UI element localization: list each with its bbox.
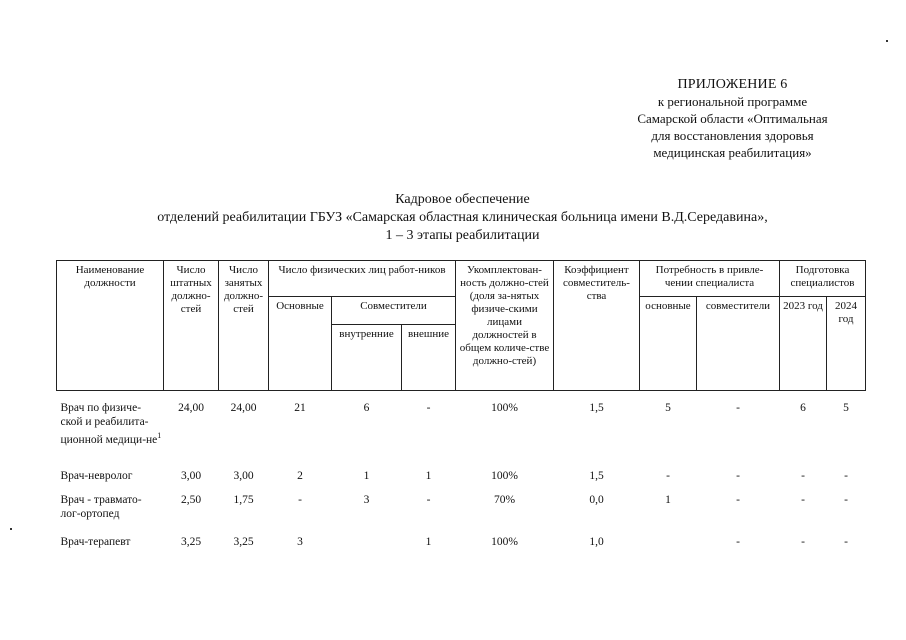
- cell-need-main: 1: [665, 494, 671, 506]
- cell-internal: 1: [363, 470, 370, 482]
- cell-need-part: -: [736, 494, 740, 506]
- header-position: Наименование должности: [57, 261, 164, 391]
- cell-main: 21: [294, 402, 306, 414]
- cell-2023: 6: [800, 402, 806, 414]
- cell-staff: 2,50: [180, 494, 202, 506]
- cell-position: Врач по физиче-ской и реабилита-ционной медици-$не^1$: [60, 402, 162, 446]
- cell-external: 1: [425, 536, 432, 548]
- header-occupied-count: Число занятых должно-стей: [219, 261, 269, 391]
- header-training: Подготовка специалистов: [780, 261, 866, 297]
- header-coefficient: Коэффициент совместитель-ства: [554, 261, 640, 391]
- cell-2024: -: [844, 470, 848, 482]
- header-year-2024: 2024 год: [827, 297, 866, 391]
- header-need: Потребность в привле-чении специалиста: [640, 261, 780, 297]
- header-main: Основные: [269, 297, 332, 391]
- cell-occupied: 1,75: [233, 494, 254, 506]
- table-row: [57, 465, 866, 489]
- scan-speck: [886, 40, 888, 42]
- cell-main: 3: [297, 536, 303, 548]
- header-external: внешние: [402, 325, 456, 391]
- cell-internal: [332, 531, 402, 557]
- cell-coefficient: 1,5: [589, 470, 604, 482]
- header-need-main: основные: [640, 297, 697, 391]
- staffing-table: [56, 260, 866, 557]
- cell-staffing: 100%: [491, 470, 518, 482]
- cell-coefficient: 0,0: [589, 494, 604, 506]
- cell-need-part: -: [736, 536, 740, 548]
- header-individuals: Число физических лиц работ-ников: [269, 261, 456, 297]
- cell-need-main: 5: [665, 402, 671, 414]
- table-row: [57, 397, 866, 465]
- cell-main: 2: [297, 470, 303, 482]
- cell-staff: 24,00: [178, 402, 204, 414]
- appendix-line: для восстановления здоровья: [651, 128, 814, 143]
- appendix-block: [560, 76, 905, 161]
- header-year-2023: 2023 год: [780, 297, 827, 391]
- cell-coefficient: 1,0: [589, 536, 604, 548]
- cell-position: Врач-терапевт: [60, 536, 131, 548]
- cell-staffing: 70%: [493, 494, 516, 506]
- cell-main: -: [298, 494, 302, 506]
- header-need-part-time: совместители: [697, 297, 780, 391]
- cell-need-part: -: [736, 470, 740, 482]
- cell-2024: 5: [843, 402, 849, 414]
- document-title: [60, 191, 865, 245]
- cell-2023: -: [801, 470, 805, 482]
- table-row: [57, 531, 866, 557]
- appendix-heading: ПРИЛОЖЕНИЕ 6: [677, 77, 788, 92]
- cell-position: Врач-невролог: [60, 470, 133, 482]
- header-staff-count: Число штатных должно-стей: [164, 261, 219, 391]
- cell-need-main: -: [666, 470, 670, 482]
- title-line: 1 – 3 этапы реабилитации: [385, 228, 540, 243]
- cell-external: 1: [425, 470, 432, 482]
- title-line: Кадровое обеспечение: [395, 192, 530, 207]
- cell-2023: -: [801, 536, 805, 548]
- header-internal: внутренние: [332, 325, 402, 391]
- cell-external: -: [426, 402, 431, 414]
- cell-external: -: [426, 494, 431, 506]
- cell-internal: 6: [363, 402, 370, 414]
- cell-2024: -: [844, 494, 848, 506]
- header-staffing: Укомплектован-ность должно-стей (доля за-нятых физиче-скими лицами должностей в общем количе-стве должно-стей): [456, 261, 554, 391]
- table-row: [57, 489, 866, 531]
- header-part-time: Совместители: [332, 297, 456, 325]
- cell-need-main: [640, 531, 697, 557]
- scan-speck: [10, 528, 12, 530]
- cell-staff: 3,00: [180, 470, 202, 482]
- appendix-line: медицинская реабилитация»: [653, 145, 812, 160]
- cell-staff: 3,25: [180, 536, 202, 548]
- cell-internal: 3: [363, 494, 370, 506]
- cell-coefficient: 1,5: [589, 402, 604, 414]
- cell-occupied: 3,00: [233, 470, 254, 482]
- cell-2024: -: [844, 536, 848, 548]
- cell-2023: -: [801, 494, 805, 506]
- cell-position: Врач - травмато-лог-ортопед: [60, 494, 142, 520]
- appendix-line: к региональной программе: [657, 94, 808, 109]
- cell-need-part: -: [736, 402, 740, 414]
- appendix-line: Самарской области «Оптимальная: [637, 111, 828, 126]
- cell-occupied: 24,00: [230, 402, 257, 414]
- cell-occupied: 3,25: [233, 536, 254, 548]
- title-line: отделений реабилитации ГБУЗ «Самарская областная клиническая больница имени В.Д.Середавина»,: [157, 210, 768, 225]
- cell-staffing: 100%: [491, 536, 518, 548]
- cell-staffing: 100%: [491, 402, 518, 414]
